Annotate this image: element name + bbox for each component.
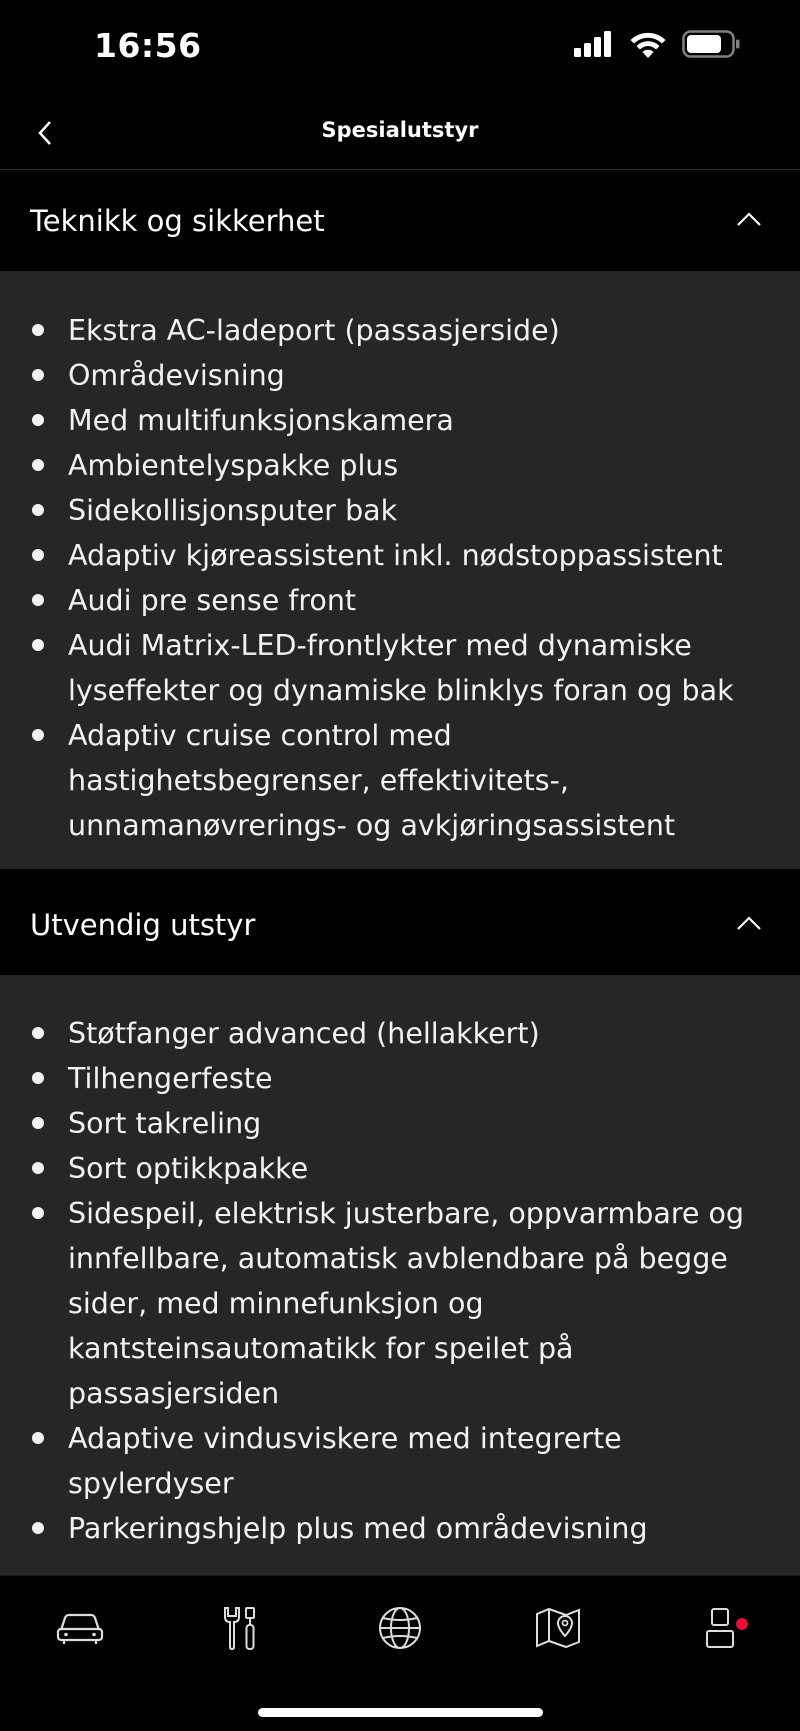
list-item: Audi pre sense front bbox=[0, 578, 800, 623]
map-icon bbox=[534, 1606, 582, 1650]
section-body-utvendig bbox=[0, 975, 800, 1575]
status-bar bbox=[0, 0, 800, 96]
equipment-list bbox=[0, 1011, 800, 1551]
car-icon bbox=[55, 1610, 105, 1646]
list-item: Tilhengerfeste bbox=[0, 1056, 800, 1101]
list-item: Ekstra AC-ladeport (passasjerside) bbox=[0, 308, 800, 353]
nav-bar bbox=[0, 96, 800, 170]
list-item: Sort optikkpakke bbox=[0, 1146, 800, 1191]
wifi-icon bbox=[630, 31, 666, 58]
section-title: Utvendig utstyr bbox=[30, 908, 256, 942]
section-header-utvendig[interactable] bbox=[0, 874, 800, 974]
profile-icon bbox=[704, 1607, 736, 1649]
section-header-teknikk[interactable] bbox=[0, 170, 800, 270]
tools-icon bbox=[219, 1605, 261, 1651]
list-item: Adaptiv cruise control med hastighetsbegrenser, effektivitets-, unnamanøvrerings- og avkjøringsassistent bbox=[0, 713, 800, 848]
tab-connect[interactable] bbox=[364, 1598, 436, 1658]
tab-service[interactable] bbox=[204, 1598, 276, 1658]
home-indicator[interactable] bbox=[258, 1708, 543, 1717]
section-body-teknikk bbox=[0, 271, 800, 869]
globe-icon bbox=[377, 1605, 423, 1651]
notification-dot bbox=[736, 1618, 748, 1630]
tab-bar bbox=[0, 1575, 800, 1731]
status-icons bbox=[574, 30, 740, 58]
list-item: Adaptiv kjøreassistent inkl. nødstoppassistent bbox=[0, 533, 800, 578]
section-title: Teknikk og sikkerhet bbox=[30, 204, 325, 238]
tab-profile[interactable] bbox=[684, 1598, 756, 1658]
tab-map[interactable] bbox=[522, 1598, 594, 1658]
list-item: Audi Matrix-LED-frontlykter med dynamiske lyseffekter og dynamiske blinklys foran og bak bbox=[0, 623, 800, 713]
tab-car[interactable] bbox=[44, 1598, 116, 1658]
list-item: Støtfanger advanced (hellakkert) bbox=[0, 1011, 800, 1056]
list-item: Med multifunksjonskamera bbox=[0, 398, 800, 443]
page-title: Spesialutstyr bbox=[321, 118, 479, 142]
chevron-up-icon[interactable] bbox=[734, 908, 764, 938]
list-item: Sidespeil, elektrisk justerbare, oppvarmbare og innfellbare, automatisk avblendbare på begge sider, med minnefunksjon og kantsteinsautomatikk for speilet på passasjersiden bbox=[0, 1191, 800, 1416]
status-time: 16:56 bbox=[94, 26, 202, 65]
chevron-up-icon[interactable] bbox=[734, 204, 764, 234]
list-item: Ambientelyspakke plus bbox=[0, 443, 800, 488]
equipment-list bbox=[0, 308, 800, 848]
list-item: Sort takreling bbox=[0, 1101, 800, 1146]
battery-icon bbox=[682, 30, 740, 58]
list-item: Områdevisning bbox=[0, 353, 800, 398]
list-item: Adaptive vindusviskere med integrerte spylerdyser bbox=[0, 1416, 800, 1506]
list-item: Sidekollisjonsputer bak bbox=[0, 488, 800, 533]
cellular-signal-icon bbox=[574, 31, 614, 57]
list-item: Parkeringshjelp plus med områdevisning bbox=[0, 1506, 800, 1551]
